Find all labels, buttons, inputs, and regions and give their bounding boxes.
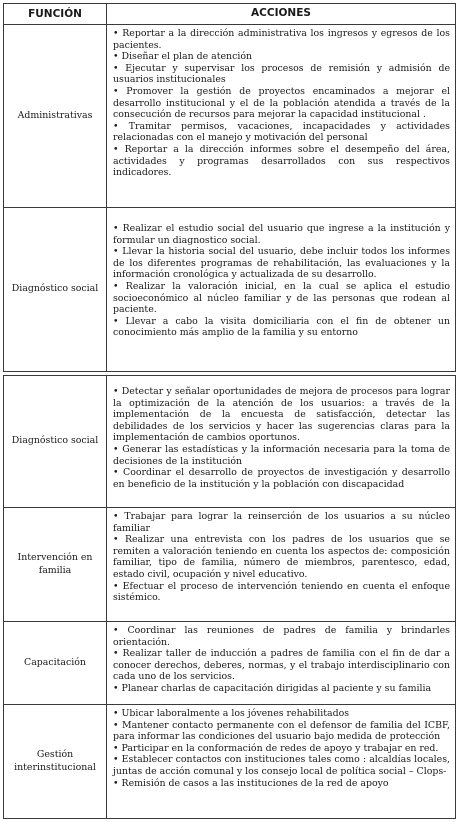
action-item: • Realizar el estudio social del usuario que ingrese a la institución y formular un diagnostico social. — [113, 223, 450, 246]
table-header-row — [4, 4, 455, 24]
table-row — [4, 24, 455, 207]
table-row — [4, 376, 455, 507]
action-item: • Realizar taller de inducción a padres de familia con el fin de dar a conocer derechos, deberes, normas, y el trabajo interdisciplinario con cada uno de los servicios. — [113, 648, 450, 683]
table-row — [4, 704, 455, 818]
actions-cell — [107, 376, 455, 507]
action-item: • Coordinar las reuniones de padres de familia y brindarles orientación. — [113, 625, 450, 648]
action-item: • Remisión de casos a las instituciones de la red de apoyo — [113, 777, 389, 789]
action-item: • Trabajar para lograr la reinserción de los usuarios a su núcleo familiar — [113, 511, 450, 534]
function-name: Gestión interinstitucional — [4, 705, 107, 818]
table-row — [4, 507, 455, 621]
action-item: • Establecer contactos con instituciones tales como : alcaldías locales, juntas de acción comunal y los consejo local de política social – Clops- — [113, 754, 450, 777]
function-name: Diagnóstico social — [4, 376, 107, 507]
functions-table-part-1 — [3, 3, 456, 372]
header-acciones: ACCIONES — [251, 7, 311, 20]
action-item: • Ejecutar y supervisar los procesos de remisión y admisión de usuarios institucionales — [113, 62, 450, 86]
function-name: Intervención en familia — [4, 508, 107, 621]
action-item: • Diseñar el plan de atención — [113, 51, 253, 63]
action-item: • Coordinar el desarrollo de proyectos de investigación y desarrollo en beneficio de la institución y la población con discapacidad — [113, 467, 450, 490]
action-item: • Planear charlas de capacitación dirigidas al paciente y su familia — [113, 682, 432, 694]
action-item: • Llevar la historia social del usuario, debe incluir todos los informes de los diferentes programas de rehabilitación, las evaluaciones y la información cronológica y actualizada de su desarrollo. — [113, 246, 450, 281]
function-name: Diagnóstico social — [4, 208, 107, 371]
action-item: • Efectuar el proceso de intervención teniendo en cuenta el enfoque sistémico. — [113, 580, 450, 604]
action-item: • Promover la gestión de proyectos encaminados a mejorar el desarrollo institucional y el de la población atendida a través de la consecución de recursos para mejorar la capacidad institucional . — [113, 85, 450, 121]
header-funcion: FUNCIÓN — [4, 4, 107, 24]
action-item: • Reportar a la dirección administrativa los ingresos y egresos de los pacientes. — [113, 28, 450, 51]
actions-cell — [107, 622, 455, 704]
action-item: • Llevar a cabo la visita domiciliaria con el fin de obtener un conocimiento más amplio de la familia y su entorno — [113, 315, 450, 339]
function-name: Administrativas — [4, 25, 107, 207]
actions-cell — [107, 508, 455, 621]
actions-cell — [107, 705, 455, 818]
action-item: • Ubicar laboralmente a los jóvenes rehabilitados — [113, 708, 350, 719]
function-name: Capacitación — [4, 622, 107, 704]
action-item: • Realizar una entrevista con los padres de los usuarios que se remiten a valoración teniendo en cuenta los aspectos de: composición familiar, tipo de familia, número de miembros, parentesco, edad, estado civil, ocupación y nivel educativo. — [113, 534, 450, 580]
action-item: • Reportar a la dirección informes sobre el desempeño del área, actividades y programas desarrollados con sus respectivos indicadores. — [113, 143, 450, 179]
action-item: • Realizar la valoración inicial, en la cual se aplica el estudio socioeconómico al núcleo familiar y de las personas que rodean al paciente. — [113, 280, 450, 316]
actions-cell — [107, 208, 455, 371]
action-item: • Mantener contacto permanente con el defensor de familia del ICBF, para informar las condiciones del usuario bajo medida de protección — [113, 719, 450, 743]
actions-cell — [107, 25, 455, 207]
functions-table-part-2 — [3, 375, 456, 819]
action-item: • Participar en la conformación de redes de apoyo y trabajar en red. — [113, 742, 439, 754]
table-row — [4, 207, 455, 371]
action-item: • Detectar y señalar oportunidades de mejora de procesos para lograr la optimización de la atención de los usuarios: a través de la implementación de la encuesta de satisfacción, detectar las debilidades de los servicios y hacer las sugerencias claras para la implementación de cambios oportunos. — [113, 386, 450, 444]
action-item: • Generar las estadísticas y la información necesaria para la toma de decisiones de la institución — [113, 443, 450, 467]
action-item: • Tramitar permisos, vacaciones, incapacidades y actividades relacionadas con el manejo y motivación del personal — [113, 120, 450, 144]
table-row — [4, 621, 455, 704]
